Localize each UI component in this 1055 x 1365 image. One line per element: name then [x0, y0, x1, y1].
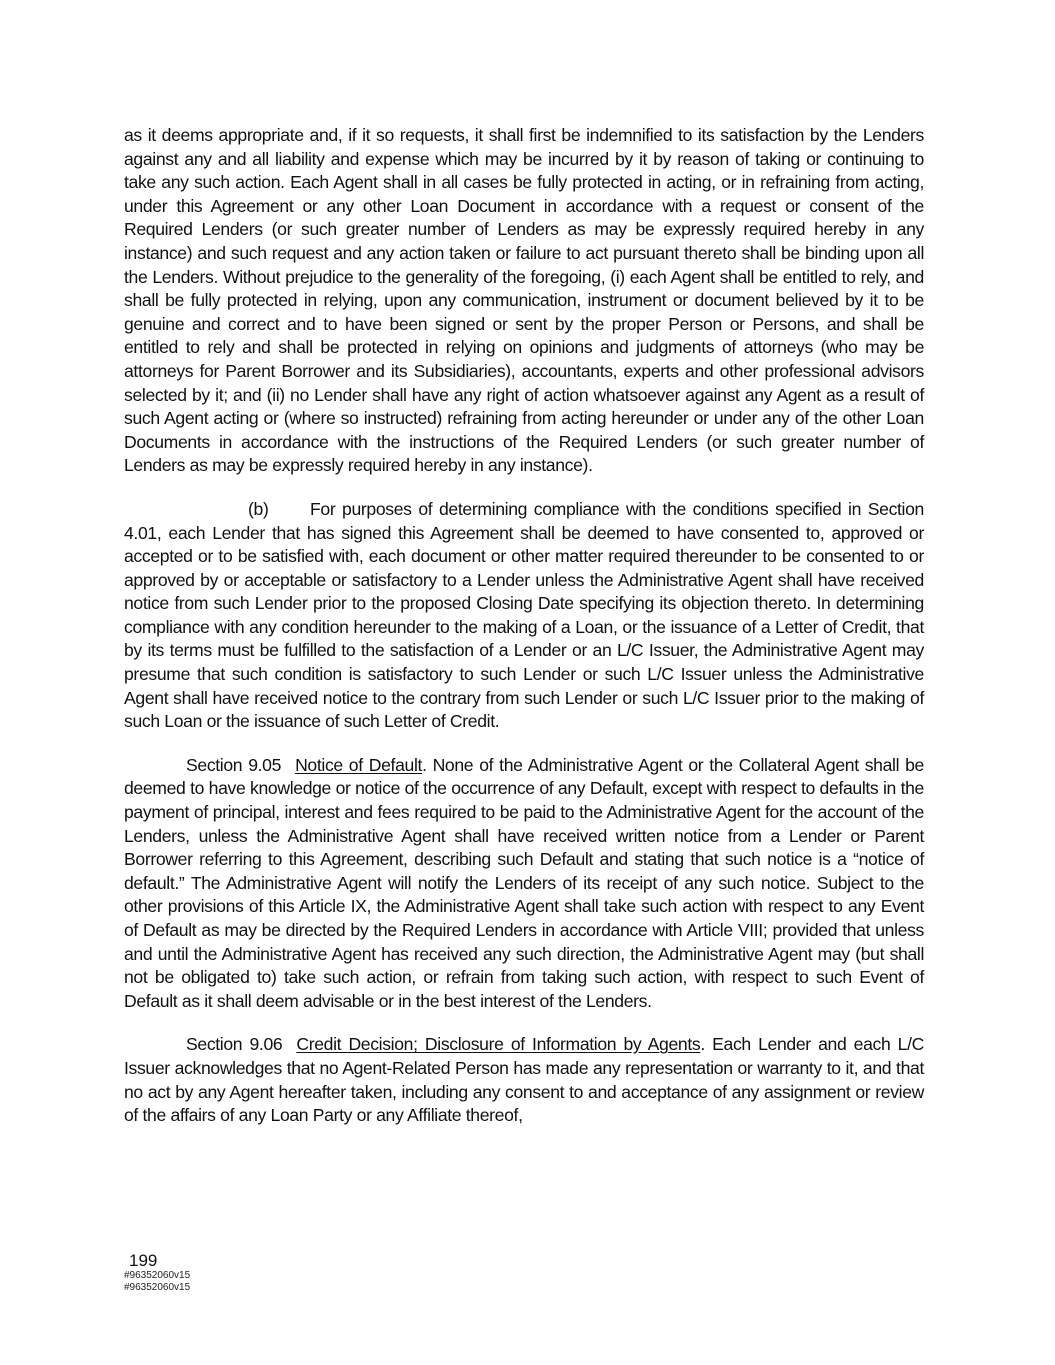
clause-text: For purposes of determining compliance with the conditions specified in Section 4.01, each Lender that has signed this Agreement shall be deemed to have consented to, approved or accepted or to be satisfied with, each document or other matter required thereunder to be consented to or approved by or acceptable or satisfactory to a Lender unless the Administrative Agent shall have received notice from such Lender prior to the proposed Closing Date specifying its objection thereto. In determining compliance with any condition hereunder to the making of a Loan, or the issuance of a Letter of Credit, that by its terms must be fulfilled to the satisfaction of a Lender or an L/C Issuer, the Administrative Agent may presume that such condition is satisfactory to such Lender or such L/C Issuer unless the Administrative Agent shall have received notice to the contrary from such Lender or such L/C Issuer prior to the making of such Loan or the issuance of such Letter of Credit. [124, 498, 924, 732]
clause-label: (b) [248, 498, 269, 519]
document-page [124, 124, 924, 1148]
page-number: 199 [129, 1251, 158, 1270]
section-9-05 [124, 754, 924, 1014]
section-text: . None of the Administrative Agent or the Collateral Agent shall be deemed to have knowledge or notice of the occurrence of any Default, except with respect to defaults in the payment of principal, interest and fees required to be paid to the Administrative Agent for the account of the Lenders, unless the Administrative Agent shall have received written notice from a Lender or Parent Borrower referring to this Agreement, describing such Default and stating that such notice is a “notice of default.” The Administrative Agent will notify the Lenders of its receipt of any such notice. Subject to the other provisions of this Article IX, the Administrative Agent shall take such action with respect to any Event of Default as may be directed by the Required Lenders in accordance with Article VIII; provided that unless and until the Administrative Agent has received any such direction, the Administrative Agent may (but shall not be obligated to) take such action, or refrain from taking such action, with respect to such Event of Default as it shall deem advisable or in the best interest of the Lenders. [124, 754, 924, 1011]
document-id: #96352060v15 [124, 1270, 191, 1281]
document-id: #96352060v15 [124, 1282, 191, 1293]
section-9-06 [124, 1033, 924, 1127]
section-title: Notice of Default [295, 754, 423, 775]
page-footer [124, 1252, 190, 1294]
section-number: Section 9.06 [186, 1034, 283, 1055]
paragraph-continuation: as it deems appropriate and, if it so requests, it shall first be indemnified to its satisfaction by the Lenders against any and all liability and expense which may be incurred by it by reason of taking or continuing to take any such action. Each Agent shall in all cases be fully protected in acting, or in refraining from acting, under this Agreement or any other Loan Document in accordance with a request or consent of the Required Lenders (or such greater number of Lenders as may be expressly required hereby in any instance) and such request and any action taken or failure to act pursuant thereto shall be binding upon all the Lenders. Without prejudice to the generality of the foregoing, (i) each Agent shall be entitled to rely, and shall be fully protected in relying, upon any communication, instrument or document believed by it to be genuine and correct and to have been signed or sent by the proper Person or Persons, and shall be entitled to rely and shall be protected in relying on opinions and judgments of attorneys (who may be attorneys for Parent Borrower and its Subsidiaries), accountants, experts and other professional advisors selected by it; and (ii) no Lender shall have any right of action whatsoever against any Agent as a result of such Agent acting or (where so instructed) refraining from acting hereunder or under any of the other Loan Documents in accordance with the instructions of the Required Lenders (or such greater number of Lenders as may be expressly required hereby in any instance). [124, 125, 924, 476]
section-number: Section 9.05 [186, 754, 282, 775]
section-text: . Each Lender and each L/C Issuer acknowledges that no Agent-Related Person has made any representation or warranty to it, and that no act by any Agent hereafter taken, including any consent to and acceptance of any assignment or review of the affairs of any Loan Party or any Affiliate thereof, [124, 1034, 924, 1126]
section-title: Credit Decision; Disclosure of Information by Agents [296, 1034, 701, 1055]
paragraph-b [124, 498, 924, 734]
